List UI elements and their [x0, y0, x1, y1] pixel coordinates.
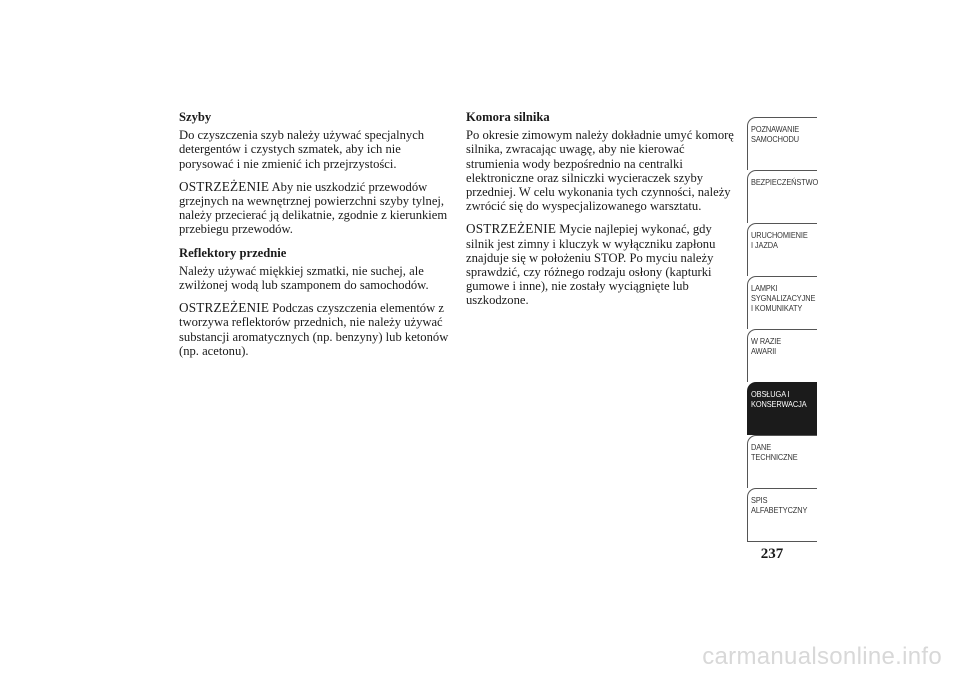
- tab-spis-alfabetyczny[interactable]: [747, 488, 817, 541]
- watermark: carmanualsonline.info: [702, 643, 942, 670]
- tab-label: URUCHOMIENIE I JAZDA: [751, 230, 808, 250]
- warning-reflektory: [179, 301, 449, 358]
- right-column: [466, 110, 736, 317]
- tab-uruchomienie-i-jazda[interactable]: [747, 223, 817, 276]
- tab-poznawanie-samochodu[interactable]: [747, 117, 817, 170]
- paragraph-szyby: Do czyszczenia szyb należy używać specjalnych detergentów i czystych szmatek, aby ich nie porysować i nie zmienić ich przejrzystości.: [179, 128, 425, 171]
- tab-label: SPIS ALFABETYCZNY: [751, 495, 808, 515]
- section-heading-reflektory: Reflektory przednie: [179, 245, 287, 260]
- tab-obsluga-i-konserwacja[interactable]: [747, 382, 817, 435]
- paragraph-reflektory: Należy używać miękkiej szmatki, nie suchej, ale zwilżonej wodą lub szamponem do samochodów.: [179, 263, 429, 293]
- warning-szyby: [179, 180, 449, 237]
- tab-lampki-sygnalizacyjne[interactable]: [747, 276, 817, 329]
- warning-label: OSTRZEŻENIE: [466, 221, 557, 237]
- warning-label: OSTRZEŻENIE: [179, 178, 270, 194]
- page-number: 237: [760, 546, 784, 562]
- section-heading-szyby: Szyby: [179, 110, 212, 124]
- tab-bezpieczenstwo[interactable]: [747, 170, 817, 223]
- tab-label: BEZPIECZEŃSTWO: [751, 177, 819, 187]
- tab-dane-techniczne[interactable]: [747, 435, 817, 488]
- warning-text: Mycie najlepiej wykonać, gdy silnik jest zimny i kluczyk w wyłączniku zapłonu znajduje się w położeniu STOP. Po myciu należy sprawdzić, czy różnego rodzaju osłony (kapturki gumowe i inne), nie zostały wyciągnięte lub uszkodzone.: [466, 222, 716, 308]
- tab-label: POZNAWANIE SAMOCHODU: [751, 124, 800, 144]
- warning-label: OSTRZEŻENIE: [179, 300, 270, 316]
- chapter-tabs: [747, 117, 817, 541]
- tab-w-razie-awarii[interactable]: [747, 329, 817, 382]
- warning-text: Aby nie uszkodzić przewodów grzejnych na wewnętrznej powierzchni szyby tylnej, należy przecierać ją delikatnie, zgodnie z kierunkiem przebiegu przewodów.: [179, 179, 448, 237]
- tab-label: LAMPKI SYGNALIZACYJNE I KOMUNIKATY: [751, 283, 816, 313]
- left-column: [179, 110, 449, 367]
- tabs-bottom-divider: [747, 541, 817, 542]
- tab-label: W RAZIE AWARII: [751, 336, 782, 356]
- tab-label: DANE TECHNICZNE: [751, 442, 798, 462]
- tab-label: OBSŁUGA I KONSERWACJA: [751, 389, 807, 409]
- paragraph-komora-silnika: Po okresie zimowym należy dokładnie umyć komorę silnika, zwracając uwagę, aby nie kierować strumienia wody bezpośrednio na centralki elektroniczne oraz silniczki wycieraczek szyby przedniej. W celu wykonania tych czynności, należy zwrócić się do wyspecjalizowanego warsztatu.: [466, 128, 734, 214]
- warning-text: Podczas czyszczenia elementów z tworzywa reflektorów przednich, nie należy używać substancji aromatycznych (np. benzyny) lub ketonów (np. acetonu).: [179, 301, 449, 358]
- warning-komora-silnika: [466, 222, 736, 307]
- section-heading-komora-silnika: Komora silnika: [466, 110, 550, 124]
